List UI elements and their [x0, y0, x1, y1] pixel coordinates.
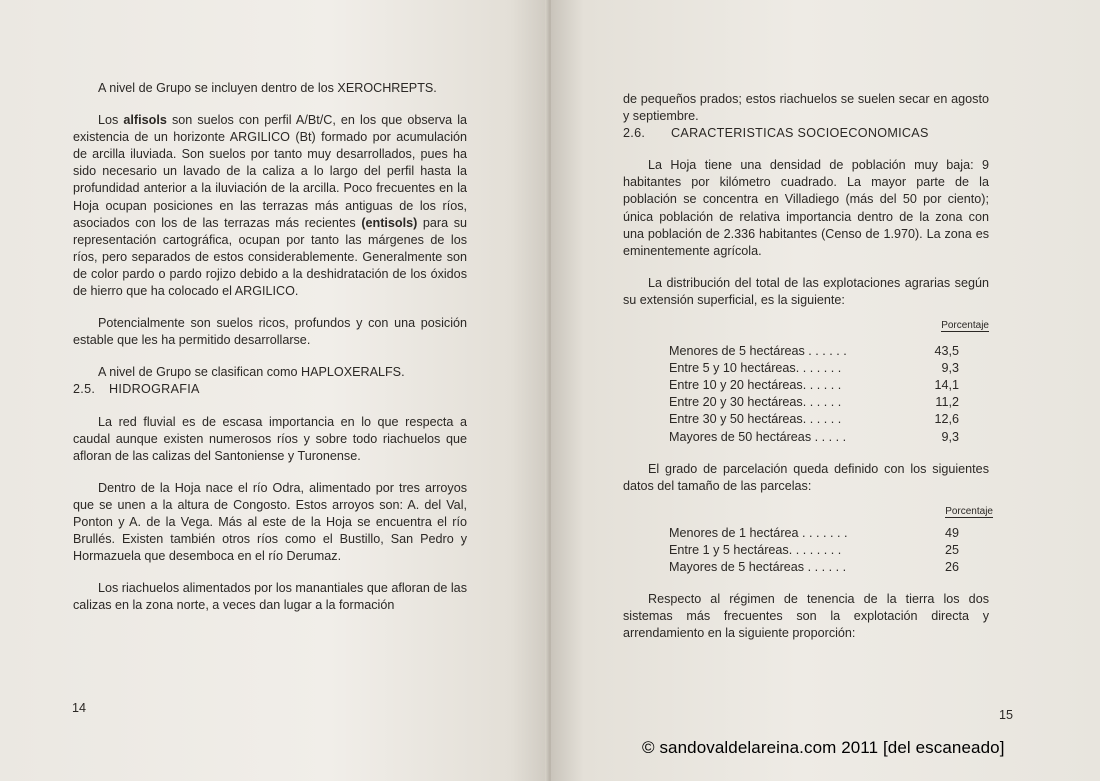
- row-value: 11,2: [935, 395, 959, 410]
- paragraph-alfisols: [73, 112, 467, 300]
- row-label: Menores de 5 hectáreas . . . . . .: [669, 344, 847, 359]
- row-label: Entre 30 y 50 hectáreas. . . . . .: [669, 412, 842, 427]
- table-explotaciones: [669, 343, 967, 446]
- row-value: 25: [944, 542, 959, 557]
- table-parcelas: [669, 525, 967, 576]
- row-label: Entre 10 y 20 hectáreas. . . . . .: [669, 378, 842, 393]
- table-row: [669, 360, 967, 377]
- paragraph-red-fluvial: La red fluvial es de escasa importancia en lo que respecta a caudal aunque existen numerosos ríos y sobre todo riachuelos que afloran de las calizas del Santoniense y Turonense.: [73, 414, 467, 463]
- row-label: Entre 5 y 10 hectáreas. . . . . . .: [669, 361, 842, 376]
- section-heading-socioeconomicas: [623, 125, 989, 142]
- entisols-term: (entisols): [361, 215, 418, 230]
- row-label: Mayores de 50 hectáreas . . . . .: [669, 429, 847, 444]
- left-page: [0, 0, 549, 781]
- paragraph-densidad: La Hoja tiene una densidad de población muy baja: 9 habitantes por kilómetro cuadrado. La mayor parte de la población se concentra en Villadiego (más del 50 por ciento); única población de relativa importancia dentro de la zona con una población de 2.336 habitantes (Censo de 1.970). La zona es eminentemente agrícola.: [623, 158, 989, 258]
- table-row: [669, 429, 967, 446]
- paragraph-distribucion: La distribución del total de las explotaciones agrarias según su extensión superficial, es la siguiente:: [623, 275, 989, 307]
- section-title: CARACTERISTICAS SOCIOECONOMICAS: [671, 126, 929, 141]
- page-number-left: 14: [72, 701, 87, 715]
- alfisols-term: alfisols: [123, 113, 167, 128]
- paragraph-haploxeralfs: A nivel de Grupo se clasifican como HAPLOXERALFS.: [98, 365, 405, 380]
- page-number-right: 15: [999, 708, 1014, 722]
- table2-header: Porcentaje: [945, 505, 993, 517]
- table-row: [669, 559, 967, 576]
- row-value: 49: [944, 525, 959, 540]
- table-row: [669, 542, 967, 559]
- table-row: [669, 343, 967, 360]
- paragraph-xerochrepts: A nivel de Grupo se incluyen dentro de los XEROCHREPTS.: [98, 81, 437, 95]
- row-value: 9,3: [941, 361, 959, 376]
- row-value: 14,1: [934, 378, 959, 393]
- section-heading-hidrografia: [73, 381, 467, 398]
- alfisols-text: son suelos con perfil A/Bt/C, en los que observa la existencia de un horizonte ARGILICO (Bt) formado por acumulación de arcilla iluviada. Son suelos por tanto muy desarrollados, pues ha sido necesario un lavado de la caliza a lo largo del perfil hasta la profundidad anterior a la iluviación de la arcilla. Poco frecuentes en la Hoja ocupan posiciones en las terrazas más antiguas de los ríos, asociados con los de las terrazas más recientes: [73, 113, 468, 230]
- table-row: [669, 394, 967, 411]
- alfisols-prefix: Los: [98, 113, 119, 128]
- left-text-column: [73, 80, 467, 614]
- paragraph-tenencia: Respecto al régimen de tenencia de la tierra los dos sistemas más frecuentes son la explotación directa y arrendamiento en la siguiente proporción:: [623, 592, 989, 641]
- alfisols-text-cont: para su representación cartográfica, ocupan por tanto las márgenes de los ríos, pero separados de estos considerablemente. Generalmente son de color pardo o pardo rojizo debido a la deshidratación de los óxidos de hierro que ha colocado el ARGILICO.: [73, 215, 468, 299]
- paragraph-parcelacion: El grado de parcelación queda definido con los siguientes datos del tamaño de las parcelas:: [623, 461, 989, 493]
- table1-header: Porcentaje: [941, 320, 989, 332]
- row-value: 9,3: [941, 429, 959, 444]
- row-label: Mayores de 5 hectáreas . . . . . .: [669, 559, 847, 574]
- table-row: [669, 411, 967, 428]
- right-text-column: [623, 91, 993, 642]
- row-value: 12,6: [934, 412, 959, 427]
- row-value: 43,5: [934, 344, 959, 359]
- row-label: Entre 1 y 5 hectáreas. . . . . . . .: [669, 542, 842, 557]
- copyright-watermark: © sandovaldelareina.com 2011 [del escaneado]: [642, 738, 1005, 757]
- row-label: Entre 20 y 30 hectáreas. . . . . .: [669, 395, 842, 410]
- table-row: [669, 525, 967, 542]
- section-number: 2.5.: [73, 382, 96, 397]
- section-number: 2.6.: [623, 126, 646, 141]
- right-page: [551, 0, 1100, 781]
- paragraph-potential: Potencialmente son suelos ricos, profundos y con una posición estable que les ha permitido desarrollarse.: [73, 316, 467, 348]
- row-label: Menores de 1 hectárea . . . . . . .: [669, 525, 848, 540]
- table-row: [669, 377, 967, 394]
- row-value: 26: [944, 559, 959, 574]
- paragraph-riachuelos: Los riachuelos alimentados por los manantiales que afloran de las calizas en la zona norte, a veces dan lugar a la formación: [73, 581, 467, 613]
- paragraph-continuation: de pequeños prados; estos riachuelos se suelen secar en agosto y septiembre.: [623, 92, 989, 124]
- paragraph-rio-odra: Dentro de la Hoja nace el río Odra, alimentado por tres arroyos que se unen a la altura de Congosto. Estos arroyos son: A. del Val, Ponton y A. de la Vega. Más al este de la Hoja se encuentra el río Brullés. Existen también otros ríos como el Bustillo, San Pedro y Hormazuela que desemboca en el río Derumaz.: [73, 480, 467, 564]
- section-title: HIDROGRAFIA: [109, 382, 200, 397]
